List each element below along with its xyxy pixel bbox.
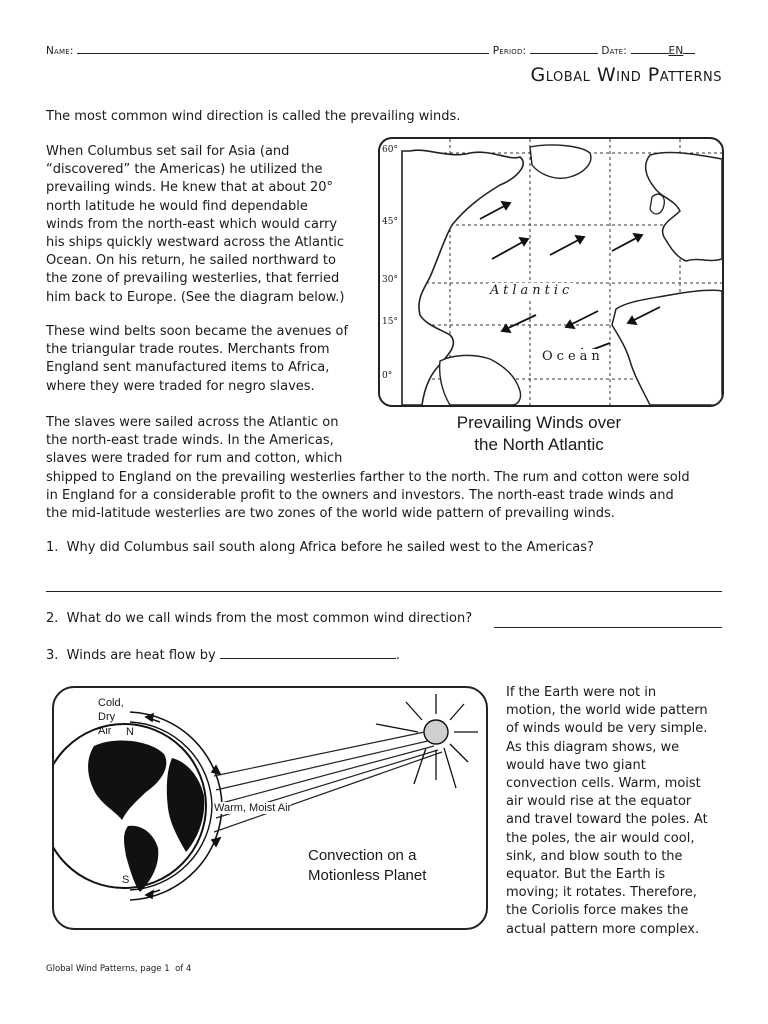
- south-america-outline: [440, 355, 521, 405]
- page-title: Global Wind Patterns: [530, 64, 722, 86]
- text-line: the zone of prevailing westerlies, that ferried: [46, 271, 340, 287]
- text-line: the north-east trade winds. In the Americas,: [46, 433, 334, 449]
- date-field[interactable]: [631, 44, 669, 54]
- text-line: prevailing winds. He knew that at about 20°: [46, 180, 334, 196]
- lat-label: 60°: [382, 145, 398, 155]
- text-line: “discovered” the Americas) he utilized the: [46, 162, 323, 178]
- text-line: sink, and blow south to the: [506, 848, 683, 864]
- greenland-outline: [530, 145, 591, 178]
- convection-caption: [308, 846, 426, 886]
- british-isles-outline: [650, 194, 664, 214]
- text-line: where they were traded for negro slaves.: [46, 378, 315, 394]
- date-label: Date:: [601, 45, 627, 57]
- footer-doc-title: Global Wind Patterns: [46, 964, 135, 974]
- map-caption: [378, 412, 700, 456]
- text-line: When Columbus set sail for Asia (and: [46, 144, 290, 159]
- text-line: moving; it rotates. Therefore,: [506, 885, 697, 901]
- question-text: Winds are heat flow by: [66, 648, 216, 663]
- lat-label: 15°: [382, 317, 398, 327]
- text-line: the mid-latitude westerlies are two zones of the world wide pattern of prevailing winds.: [46, 506, 615, 522]
- north-label: N: [126, 726, 134, 738]
- answer-line-1[interactable]: [46, 591, 722, 592]
- name-field[interactable]: [77, 44, 489, 54]
- text-line: convection cells. Warm, moist: [506, 776, 701, 792]
- question-2: [46, 611, 472, 626]
- text-line: air would rise at the equator: [506, 794, 692, 810]
- text-line: the triangular trade routes. Merchants from: [46, 342, 330, 358]
- map-drawing: [380, 139, 722, 405]
- text-line: actual pattern more complex.: [506, 921, 700, 937]
- north-atlantic-map: [378, 137, 724, 407]
- convection-diagram: [52, 686, 488, 930]
- text-line: would have two giant: [506, 757, 646, 773]
- text-line: equator. But the Earth is: [506, 867, 666, 883]
- text-line: in England for a considerable profit to the owners and investors. The north-east trade winds and: [46, 487, 674, 503]
- text-line: winds from the north-east which would carry: [46, 216, 338, 232]
- footer-page-total: of 4: [175, 964, 192, 974]
- label-line: Air: [98, 725, 112, 737]
- question-number: 3.: [46, 648, 59, 663]
- text-line: and travel toward the poles. At: [506, 812, 708, 828]
- header-suffix: EN: [668, 45, 684, 57]
- map-label-atlantic: Atlantic: [490, 283, 574, 298]
- map-caption-line: Prevailing Winds over: [456, 413, 622, 432]
- text-line: north latitude he would find dependable: [46, 198, 308, 214]
- text-line: The slaves were sailed across the Atlantic on: [46, 415, 339, 430]
- question-text: What do we call winds from the most common wind direction?: [66, 611, 473, 626]
- caption-line: Convection on a: [308, 847, 417, 864]
- text-line: motion, the world wide pattern: [506, 703, 708, 719]
- answer-line-2[interactable]: [494, 627, 722, 628]
- question-number: 1.: [46, 540, 59, 555]
- side-paragraph: [506, 684, 732, 939]
- text-line: England sent manufactured items to Africa,: [46, 360, 330, 376]
- text-line: These wind belts soon became the avenues of: [46, 324, 349, 339]
- answer-line-3[interactable]: [220, 648, 396, 659]
- paragraph-trade-routes: [46, 323, 376, 396]
- label-line: Cold,: [98, 697, 124, 709]
- text-line: shipped to England on the prevailing westerlies farther to the north. The rum and cotton were sold: [46, 469, 690, 485]
- text-line: Ocean. On his return, he sailed northward to: [46, 253, 336, 269]
- lat-label: 45°: [382, 217, 398, 227]
- question-number: 2.: [46, 611, 59, 626]
- warm-moist-air-label: Warm, Moist Air: [214, 802, 292, 814]
- footer-page-number: 1: [164, 964, 170, 974]
- caption-line: Motionless Planet: [308, 867, 427, 884]
- paragraph-columbus: [46, 143, 376, 307]
- question-1: [46, 540, 594, 555]
- text-line: of winds would be very simple.: [506, 721, 708, 737]
- text-line: him back to Europe. (See the diagram below.): [46, 289, 345, 305]
- cold-dry-air-label: [98, 696, 124, 738]
- period-field[interactable]: [530, 44, 598, 54]
- text-line: slaves were traded for rum and cotton, which: [46, 451, 343, 467]
- africa-outline: [612, 290, 722, 405]
- text-line: If the Earth were not in: [506, 685, 657, 700]
- period-label: Period:: [492, 45, 527, 57]
- text-line: his ships quickly westward across the Atlantic: [46, 235, 345, 251]
- south-label: S: [122, 874, 130, 886]
- lat-label: 0°: [382, 371, 393, 381]
- question-end: .: [395, 648, 400, 663]
- name-label: Name:: [46, 45, 74, 57]
- intro-text: The most common wind direction is called the prevailing winds.: [46, 109, 461, 124]
- footer-page-label: , page: [134, 964, 162, 974]
- text-line: the poles, the air would cool,: [506, 830, 695, 846]
- text-line: the Coriolis force makes the: [506, 903, 689, 919]
- sun-icon: [424, 720, 448, 744]
- header-fields: [46, 44, 726, 57]
- page-footer: [46, 964, 191, 974]
- label-line: Dry: [98, 711, 116, 723]
- text-line: As this diagram shows, we: [506, 739, 680, 755]
- lat-label: 30°: [382, 275, 398, 285]
- question-3: [46, 648, 400, 663]
- map-label-ocean: Ocean: [542, 349, 604, 364]
- map-caption-line: the North Atlantic: [474, 435, 604, 454]
- question-text: Why did Columbus sail south along Africa before he sailed west to the Americas?: [66, 540, 594, 555]
